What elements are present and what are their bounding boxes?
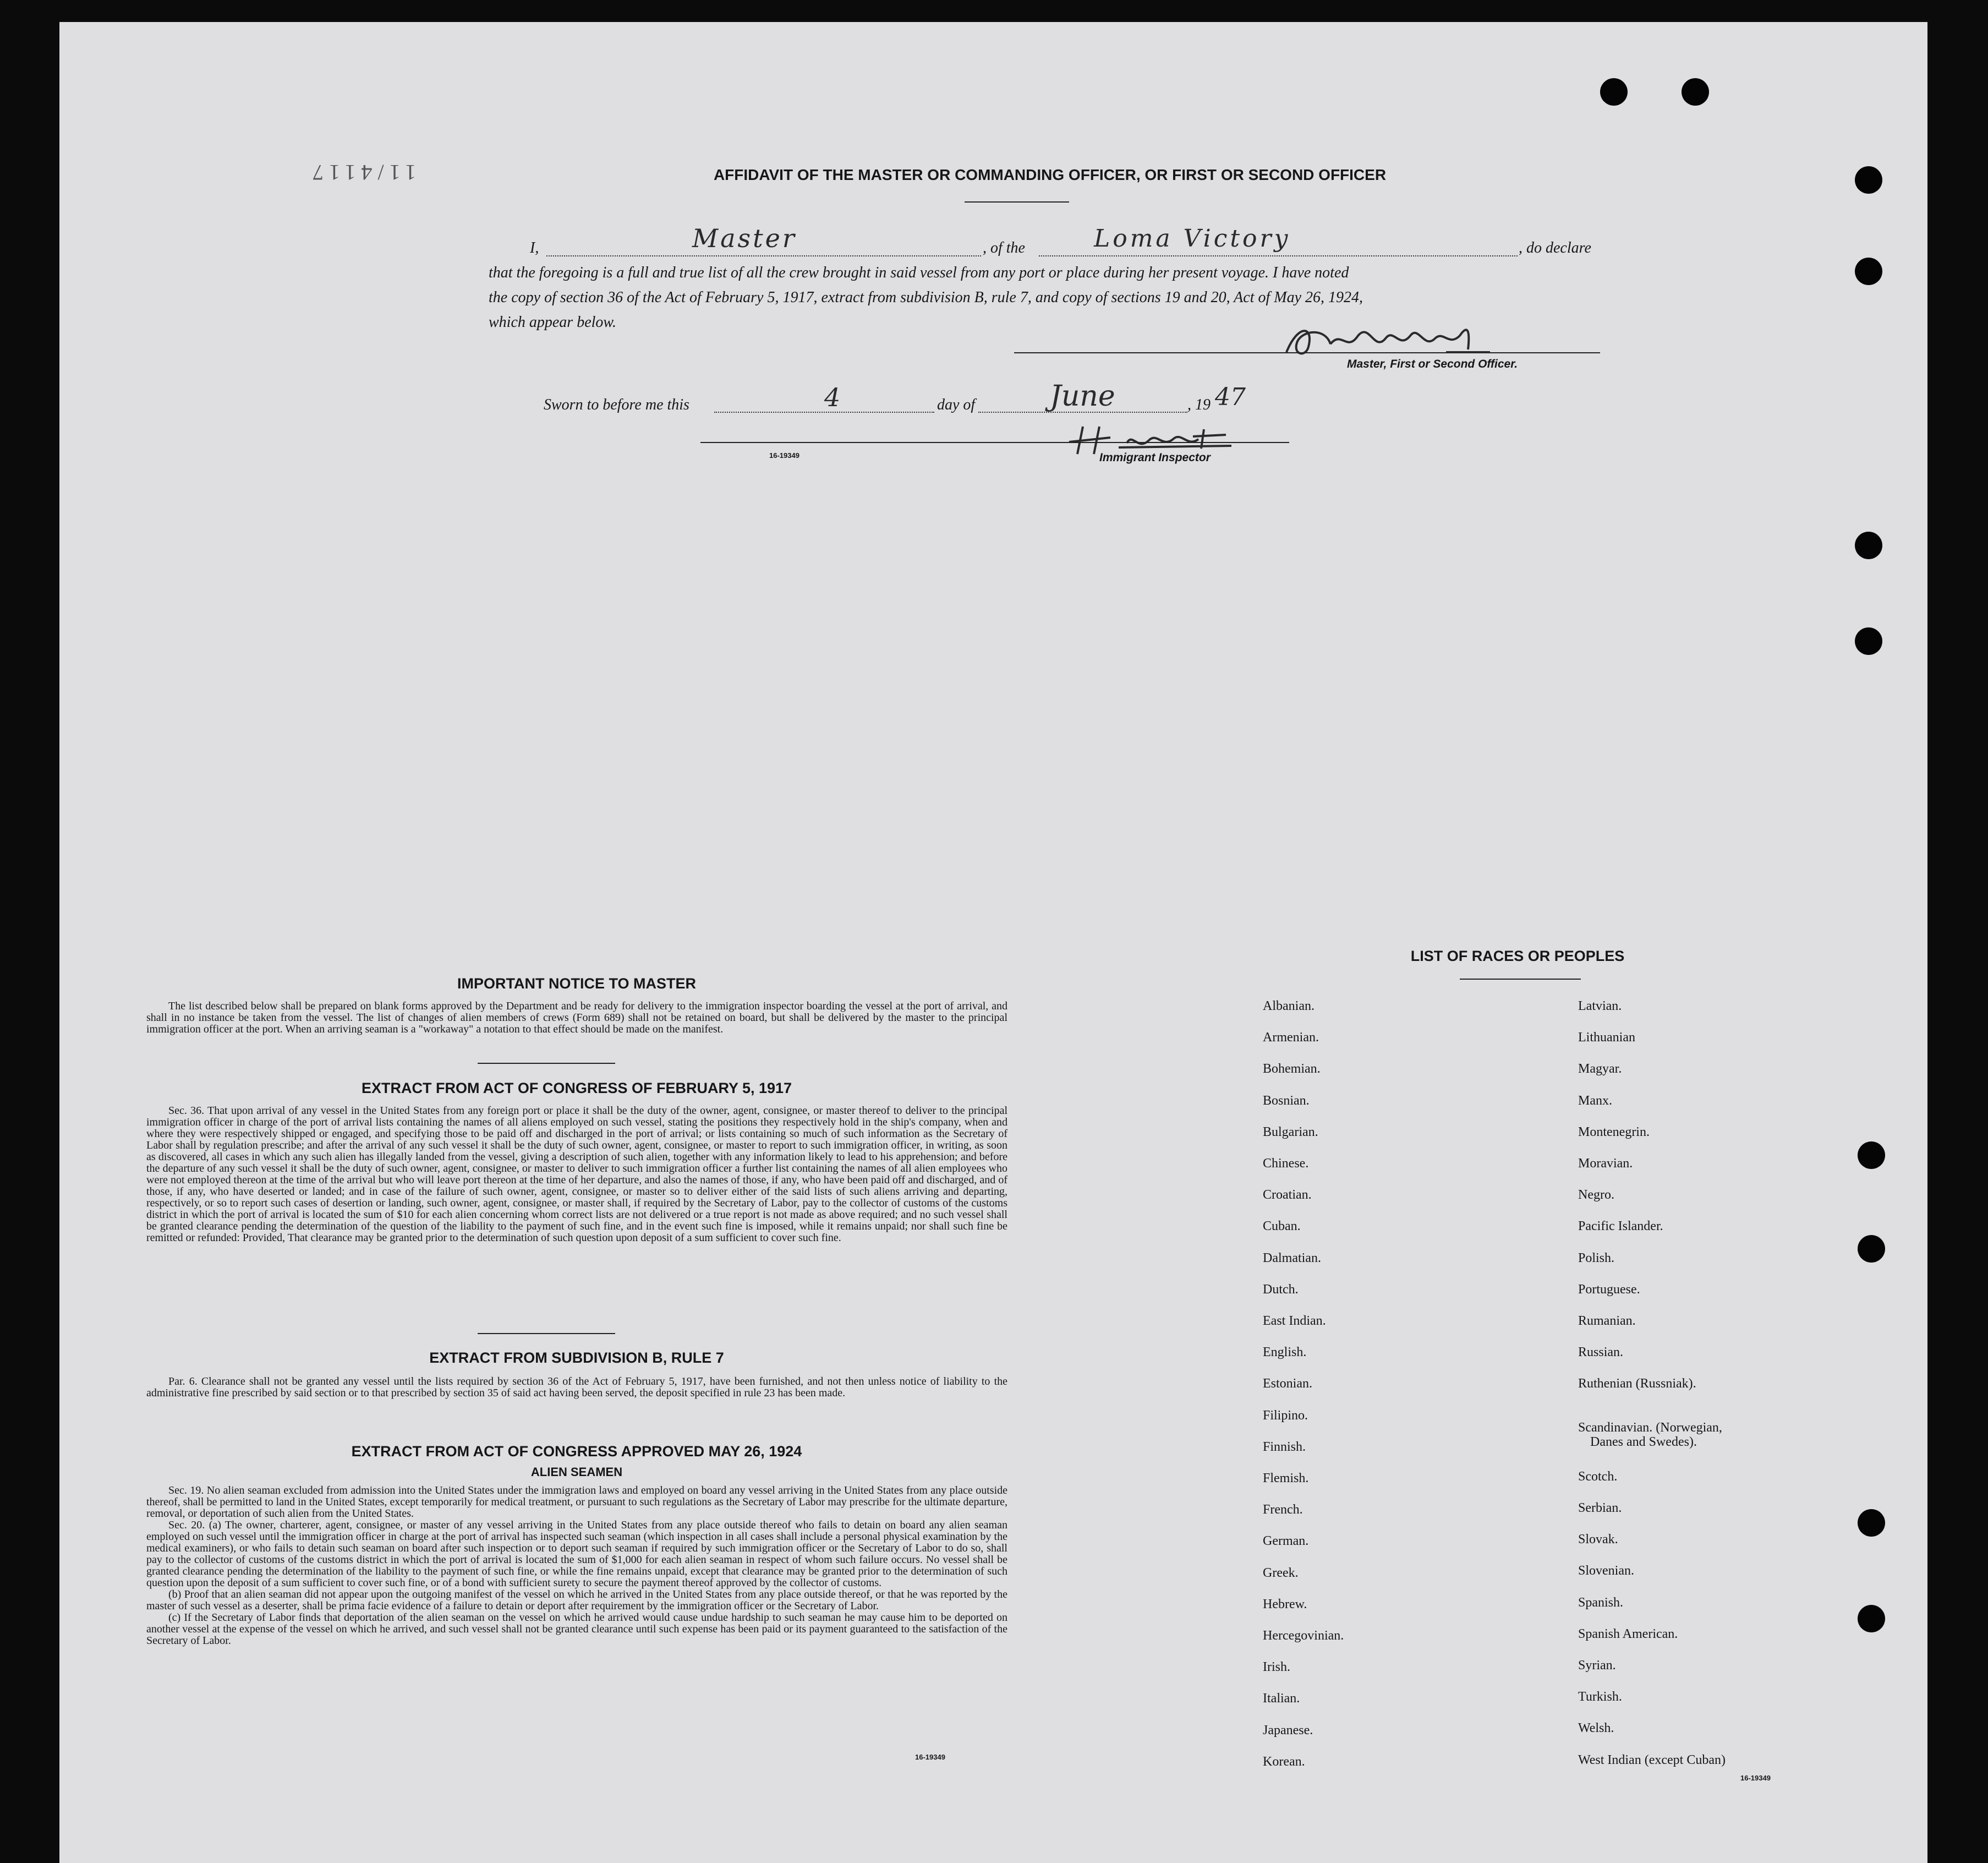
form-number-bottom-right: 16-19349 bbox=[1740, 1774, 1771, 1782]
race-item: Armenian. bbox=[1263, 1030, 1319, 1045]
punch-hole bbox=[1855, 532, 1882, 559]
affidavit-title: AFFIDAVIT OF THE MASTER OR COMMANDING OFFICER, OR FIRST OR SECOND OFFICER bbox=[713, 166, 1387, 183]
inspector-line bbox=[700, 442, 1289, 443]
par-6-paragraph: Par. 6. Clearance shall not be granted any vessel until the lists required by section 36 of the Act of February 5, 1917, have been furnished, and not then unless notice of liability to the administrative fine prescribed by said section or to that prescribed by section 35 of said act having been served, the deposit specified in rule 23 has been made. bbox=[146, 1375, 1007, 1399]
race-item: Albanian. bbox=[1263, 999, 1315, 1013]
alien-seamen-subtitle: ALIEN SEAMEN bbox=[530, 1465, 623, 1479]
race-item: Latvian. bbox=[1578, 999, 1622, 1013]
punch-hole bbox=[1855, 258, 1882, 285]
margin-stamp: 11/4117 bbox=[307, 160, 417, 185]
punch-hole bbox=[1858, 1235, 1885, 1263]
of-the-label: , of the bbox=[983, 239, 1025, 256]
race-item: Croatian. bbox=[1263, 1188, 1312, 1203]
master-signature bbox=[1281, 319, 1501, 363]
notice-text bbox=[146, 1001, 1007, 1035]
race-item: Spanish. bbox=[1578, 1595, 1624, 1610]
race-item: Spanish American. bbox=[1578, 1626, 1678, 1641]
race-item: Danes and Swedes). bbox=[1590, 1434, 1697, 1449]
race-item: Irish. bbox=[1263, 1660, 1290, 1675]
race-item: Chinese. bbox=[1263, 1156, 1309, 1171]
affidavit-line-2: that the foregoing is a full and true list of all the crew brought in said vessel from any port or place during her present voyage. I have noted bbox=[489, 264, 1349, 281]
extract-1924-text bbox=[146, 1485, 1007, 1647]
race-item: Hercegovinian. bbox=[1263, 1629, 1344, 1643]
race-item: Dutch. bbox=[1263, 1282, 1299, 1297]
race-item: Dalmatian. bbox=[1263, 1250, 1321, 1265]
race-item: Bulgarian. bbox=[1263, 1124, 1318, 1139]
divider bbox=[478, 1063, 615, 1064]
race-item: West Indian (except Cuban) bbox=[1578, 1752, 1726, 1767]
sec-19-paragraph: Sec. 19. No alien seaman excluded from admission into the United States under the immigration laws and employed on board any vessel arriving in the United States from any place outside thereof, shall be permitted to land in the United States, except temporarily for medical treatment, or pursuant to such regulations as the Secretary of Labor may prescribe for the ultimate departure, removal, or deportation of such alien from the United States. bbox=[146, 1484, 1007, 1520]
race-item: Bohemian. bbox=[1263, 1062, 1321, 1077]
race-item: English. bbox=[1263, 1345, 1307, 1360]
do-declare-label: , do declare bbox=[1519, 239, 1591, 256]
form-number-bottom-left: 16-19349 bbox=[915, 1753, 945, 1761]
race-item: Magyar. bbox=[1578, 1062, 1622, 1077]
punch-hole bbox=[1858, 1509, 1885, 1537]
race-item: German. bbox=[1263, 1534, 1309, 1549]
race-item: Rumanian. bbox=[1578, 1314, 1636, 1328]
signature-caption: Master, First or Second Officer. bbox=[1347, 358, 1518, 370]
race-item: Greek. bbox=[1263, 1565, 1299, 1580]
sec-20c-paragraph: (c) If the Secretary of Labor finds that deportation of the alien seaman on the vessel on which he arrived would cause undue hardship to such seaman he may cause him to be deported on another vessel at the expense of the vessel on which he arrived, and such vessel shall not be granted clearance until such expense has been paid or its payment guaranteed to the satisfaction of the Secretary of Labor. bbox=[146, 1611, 1007, 1647]
extract-1917-title: EXTRACT FROM ACT OF CONGRESS OF FEBRUARY 5, 1917 bbox=[361, 1080, 792, 1096]
year-handwritten: 47 bbox=[1215, 383, 1246, 411]
punch-hole bbox=[1600, 78, 1628, 106]
races-divider bbox=[1460, 979, 1581, 980]
race-item: Negro. bbox=[1578, 1188, 1614, 1203]
race-item: Polish. bbox=[1578, 1250, 1615, 1265]
inspector-caption: Immigrant Inspector bbox=[1099, 451, 1211, 464]
extract-rule7-title: EXTRACT FROM SUBDIVISION B, RULE 7 bbox=[429, 1350, 724, 1366]
extract-rule7-text bbox=[146, 1376, 1007, 1399]
race-item: Manx. bbox=[1578, 1093, 1612, 1108]
race-item: Ruthenian (Russniak). bbox=[1578, 1376, 1696, 1391]
title-divider bbox=[965, 201, 1069, 203]
races-title: LIST OF RACES OR PEOPLES bbox=[1410, 948, 1625, 964]
vessel-line bbox=[1039, 255, 1518, 256]
day-handwritten: 4 bbox=[824, 383, 841, 412]
race-item: Turkish. bbox=[1578, 1690, 1622, 1704]
race-item: Lithuanian bbox=[1578, 1030, 1635, 1045]
punch-hole bbox=[1855, 627, 1882, 655]
notice-paragraph: The list described below shall be prepared on blank forms approved by the Department and be ready for delivery to the immigration inspector boarding the vessel at the port of arrival, and shall in no instance be taken from the vessel. The list of changes of alien members of crews (Form 689) shall not be retained on board, but shall be delivered by the master to the principal immigration officer at the port. When an arriving seaman is a "workaway" a notation to that effect should be made on the manifest. bbox=[146, 1000, 1007, 1035]
form-number-top: 16-19349 bbox=[769, 451, 799, 460]
race-item: Korean. bbox=[1263, 1754, 1305, 1769]
i-label: I, bbox=[530, 239, 539, 256]
year-prefix: , 19 bbox=[1187, 396, 1211, 413]
affidavit-line-4: which appear below. bbox=[489, 314, 617, 331]
race-item: Moravian. bbox=[1578, 1156, 1633, 1171]
extract-1924-title: EXTRACT FROM ACT OF CONGRESS APPROVED MAY 26, 1924 bbox=[351, 1443, 802, 1460]
race-item: Hebrew. bbox=[1263, 1597, 1307, 1611]
extract-1917-text bbox=[146, 1105, 1007, 1244]
race-item: Japanese. bbox=[1263, 1723, 1313, 1738]
punch-hole bbox=[1855, 166, 1882, 194]
race-item: Italian. bbox=[1263, 1691, 1300, 1706]
divider bbox=[478, 1333, 615, 1334]
affidavit-line-3: the copy of section 36 of the Act of February 5, 1917, extract from subdivision B, rule 7, and copy of sections 19 and 20, Act of May 26, 1924, bbox=[489, 289, 1363, 306]
race-item: Welsh. bbox=[1578, 1721, 1614, 1736]
punch-hole bbox=[1858, 1141, 1885, 1169]
vessel-handwritten: Loma Victory bbox=[1094, 225, 1291, 253]
race-item: Estonian. bbox=[1263, 1376, 1312, 1391]
sworn-label: Sworn to before me this bbox=[544, 396, 689, 413]
race-item: Filipino. bbox=[1263, 1408, 1308, 1423]
punch-hole bbox=[1682, 78, 1709, 106]
race-item: Syrian. bbox=[1578, 1658, 1616, 1673]
race-item: Cuban. bbox=[1263, 1219, 1301, 1234]
race-item: East Indian. bbox=[1263, 1314, 1326, 1328]
race-item: Slovak. bbox=[1578, 1532, 1618, 1547]
race-item: Russian. bbox=[1578, 1345, 1624, 1360]
race-item: Serbian. bbox=[1578, 1501, 1622, 1515]
day-of-label: day of bbox=[937, 396, 976, 413]
sec-36-paragraph: Sec. 36. That upon arrival of any vessel in the United States from any foreign port or place it shall be the duty of the owner, agent, consignee, or master thereof to deliver to the principal immigration officer in charge of the port of arrival lists containing the names of all aliens employed on such vessel, stating the positions they respectively hold in the ship's company, when and where they were respectively shipped or engaged, and specifying those to be paid off and discharged in the port of arrival; or lists containing so much of such information as the Secretary of Labor shall by regulation prescribe; and after the arrival of any such vessel it shall be the duty of such owner, agent, consignee, or master to report to such immigration officer, in writing, as soon as discovered, all cases in which any such alien has illegally landed from the vessel, giving a description of such alien, together with any information likely to lead to his apprehension; and before the departure of any such vessel it shall be the duty of such owner, agent, consignee, or master to deliver to such immigration officer a further list containing the names of all alien employees who were not employed thereon at the time of the arrival but who will leave port thereon at the time of her departure, and also the names of those, if any, who have been paid off and discharged, and of those, if any, who have deserted or landed; and in case of the failure of such owner, agent, consignee, or master so to deliver either of the said lists of such aliens arriving and departing, respectively, or so to report such cases of desertion or landing, such owner, agent, consignee, or master shall, if required by the Secretary of Labor, pay to the collector of customs of the customs district in which the port of arrival is located the sum of $10 for each alien concerning whom correct lists are not delivered or a true report is not made as above required; and no such vessel shall be granted clearance pending the determination of the question of the liability to the payment of such fine, and in the event such fine is imposed, while it remains unpaid; nor shall such fine be remitted or refunded: Provided, That clearance may be granted prior to the determination of such question upon deposit of a sum sufficient to cover such fine. bbox=[146, 1105, 1007, 1244]
race-item: Scotch. bbox=[1578, 1469, 1618, 1484]
month-handwritten: June bbox=[1050, 380, 1115, 413]
race-item: Flemish. bbox=[1263, 1471, 1309, 1485]
notice-title: IMPORTANT NOTICE TO MASTER bbox=[457, 975, 696, 992]
race-item: Portuguese. bbox=[1578, 1282, 1640, 1297]
sec-20a-paragraph: Sec. 20. (a) The owner, charterer, agent, consignee, or master of any vessel arriving in the United States from any place outside thereof who fails to detain on board any alien seaman employed on such vessel until the immigration officer in charge at the port of arrival has inspected such seaman (which inspection in all cases shall include a personal physical examination by the medical examiners), or who fails to detain such seaman on board after such inspection or to deport such seaman if required by such immigration officer or the Secretary of Labor to do so, shall pay to the collector of customs of the customs district in which the port of arrival is located the sum of $1,000 for each alien seaman in respect of whom such failure occurs. No vessel shall be granted clearance pending the determination of the liability to the payment of such fine, or while the fine remains unpaid, except that clearance may be granted prior to the determination of such question upon the deposit of a sum sufficient to cover such fine, or of a bond with sufficient surety to secure the payment thereof approved by the collector of customs. bbox=[146, 1519, 1007, 1589]
punch-hole bbox=[1858, 1605, 1885, 1632]
race-item: Finnish. bbox=[1263, 1439, 1306, 1454]
rank-handwritten: Master bbox=[692, 223, 797, 253]
race-item: Slovenian. bbox=[1578, 1564, 1634, 1578]
race-item: Montenegrin. bbox=[1578, 1124, 1650, 1139]
race-item: Bosnian. bbox=[1263, 1093, 1310, 1108]
race-item: French. bbox=[1263, 1503, 1303, 1517]
rank-line bbox=[546, 255, 981, 256]
sec-20b-paragraph: (b) Proof that an alien seaman did not appear upon the outgoing manifest of the vessel on which he arrived in the United States from any place outside thereof, or that he was reported by the master of such vessel as a deserter, shall be prima facie evidence of a failure to detain or deport after requirement by the immigration officer or the Secretary of Labor. bbox=[146, 1588, 1007, 1612]
document-page bbox=[59, 22, 1927, 1863]
race-item: Pacific Islander. bbox=[1578, 1219, 1663, 1234]
race-item: Scandinavian. (Norwegian, bbox=[1578, 1420, 1722, 1435]
